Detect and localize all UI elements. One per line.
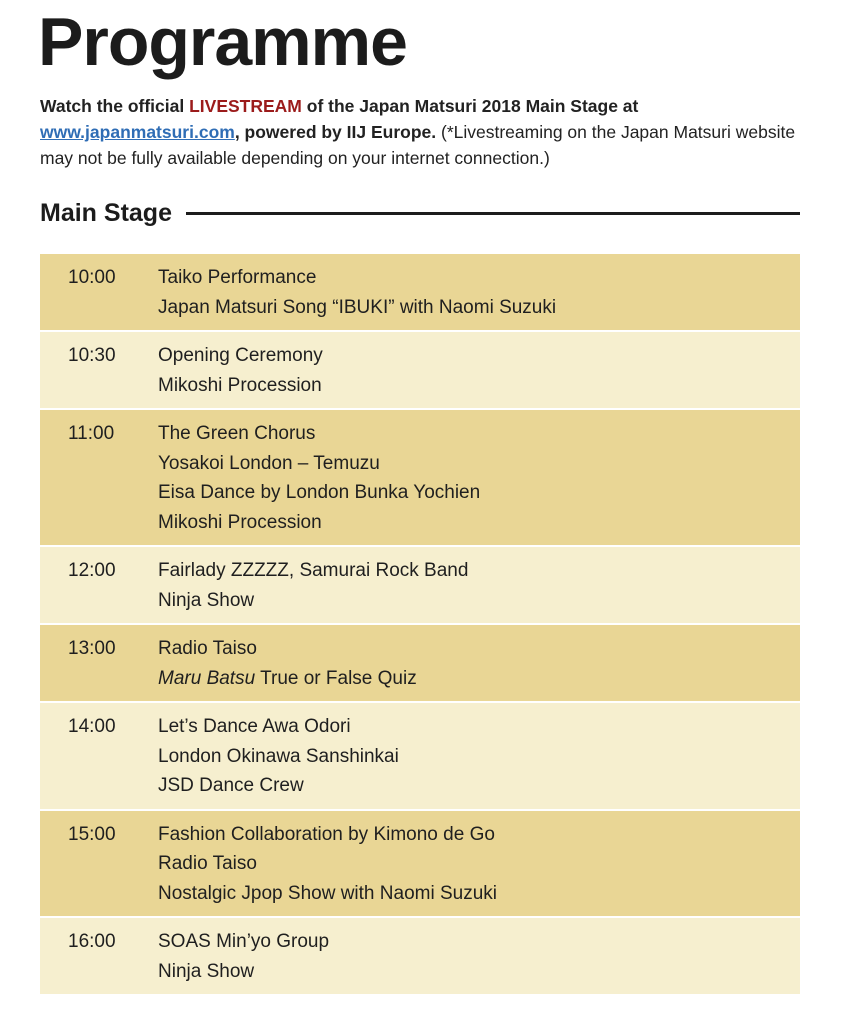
time-slot: 14:00 xyxy=(68,716,116,737)
livestream-note: (*Livestreaming on the Japan Matsuri website may not be fully available depending on your internet connection.) xyxy=(40,122,796,168)
event-item: Ninja Show xyxy=(158,589,255,611)
event-item: Nostalgic Jpop Show with Naomi Suzuki xyxy=(158,882,497,904)
event-item: Mikoshi Procession xyxy=(158,374,322,396)
event-list xyxy=(158,927,800,986)
event-item: London Okinawa Sanshinkai xyxy=(158,745,399,767)
schedule-table xyxy=(40,254,800,996)
website-link[interactable]: www.japanmatsuri.com xyxy=(40,122,235,142)
schedule-row-1300 xyxy=(40,625,800,703)
event-list xyxy=(158,556,800,615)
event-item: Japan Matsuri Song “IBUKI” with Naomi Suzuki xyxy=(158,296,557,318)
event-list xyxy=(158,634,800,693)
event-item: Let’s Dance Awa Odori xyxy=(158,716,351,737)
section-divider xyxy=(186,212,800,215)
event-item: The Green Chorus xyxy=(158,423,316,444)
event-italic-title: Maru Batsu xyxy=(158,667,256,689)
event-item xyxy=(158,664,800,694)
schedule-row-1400 xyxy=(40,703,800,811)
intro-text-2: of the Japan Matsuri 2018 Main Stage at xyxy=(301,96,639,116)
schedule-row-1500 xyxy=(40,811,800,919)
event-item: Ninja Show xyxy=(158,960,255,982)
event-item: Eisa Dance by London Bunka Yochien xyxy=(158,482,481,503)
time-slot: 13:00 xyxy=(68,638,116,659)
time-slot: 10:00 xyxy=(68,267,116,288)
event-list xyxy=(158,712,800,801)
schedule-row-1030 xyxy=(40,332,800,410)
schedule-row-1600 xyxy=(40,918,800,996)
event-item: SOAS Min’yo Group xyxy=(158,931,330,952)
event-item: Radio Taiso xyxy=(158,853,257,874)
event-item: Taiko Performance xyxy=(158,267,317,288)
intro-paragraph xyxy=(40,93,800,171)
section-title: Main Stage xyxy=(40,198,172,227)
schedule-row-1000 xyxy=(40,254,800,332)
event-item: Opening Ceremony xyxy=(158,345,323,366)
livestream-text: LIVESTREAM xyxy=(189,96,302,116)
event-item: Yosakoi London – Temuzu xyxy=(158,452,380,474)
intro-text-3: , powered by IIJ Europe. xyxy=(234,122,437,142)
time-slot: 11:00 xyxy=(68,423,115,444)
schedule-row-1100 xyxy=(40,410,800,547)
section-header xyxy=(40,195,800,231)
time-slot: 12:00 xyxy=(68,560,116,581)
event-list xyxy=(158,263,800,322)
event-item: Fashion Collaboration by Kimono de Go xyxy=(158,823,495,845)
event-item: Fairlady ZZZZZ, Samurai Rock Band xyxy=(158,560,469,581)
event-item: JSD Dance Crew xyxy=(158,775,304,796)
event-item: Mikoshi Procession xyxy=(158,511,322,533)
event-title-suffix: True or False Quiz xyxy=(255,667,417,689)
time-slot: 16:00 xyxy=(68,931,116,952)
event-item: Radio Taiso xyxy=(158,638,257,659)
time-slot: 15:00 xyxy=(68,823,116,845)
time-slot: 10:30 xyxy=(68,345,116,366)
schedule-row-1200 xyxy=(40,547,800,625)
event-list xyxy=(158,419,800,537)
event-list xyxy=(158,820,800,909)
event-list xyxy=(158,341,800,400)
page-title: Programme xyxy=(38,4,407,80)
intro-text-1: Watch the official xyxy=(40,96,190,116)
